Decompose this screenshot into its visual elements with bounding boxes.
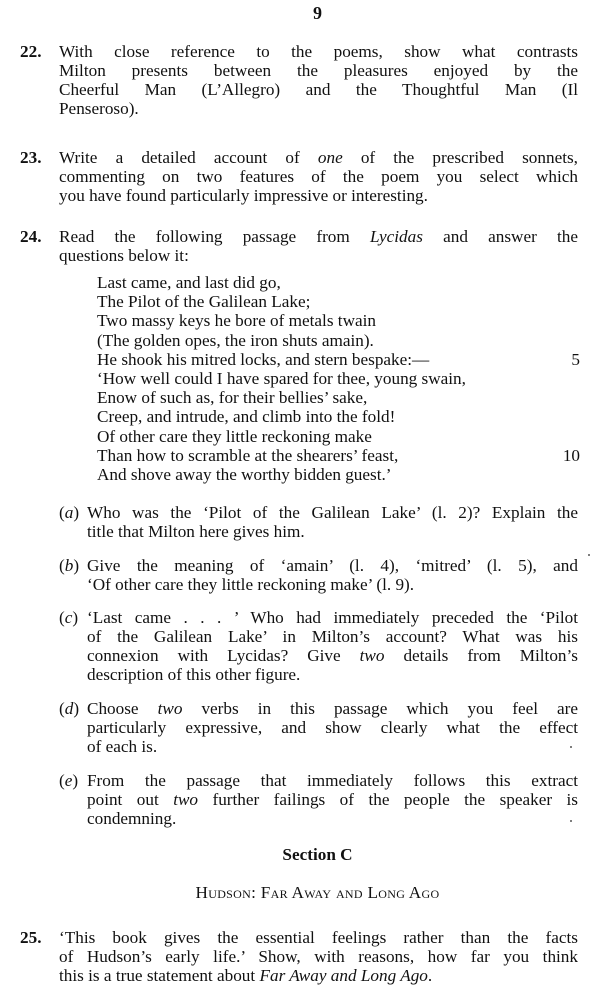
subquestion-label: (a) — [59, 503, 80, 522]
question-number: 24. — [20, 227, 42, 246]
subquestion-e — [59, 771, 578, 828]
poem-line-text: The Pilot of the Galilean Lake; — [97, 292, 311, 312]
text-line: description of this other figure. — [87, 665, 301, 684]
scan-speck — [570, 746, 572, 748]
text-line: condemning. — [87, 809, 177, 828]
poem-line — [97, 292, 580, 311]
text-line: Cheerful Man (L’Allegro) and the Thoughtful Man (Il — [59, 80, 578, 99]
poem-line — [97, 388, 580, 407]
text-fragment: and answer the — [422, 227, 578, 246]
book-title: Far Away and Long Ago — [259, 966, 428, 985]
text-line: ‘Of other care they little reckoning make’ (l. 9). — [87, 575, 415, 594]
question-number: 22. — [20, 42, 42, 61]
subquestion-letter: b — [64, 556, 74, 575]
text-line: ‘Last came . . . ’ Who had immediately preceded the ‘Pilot — [87, 608, 578, 627]
subquestion-label: (b) — [59, 556, 80, 575]
text-line: questions below it: — [59, 246, 189, 265]
text-line: commenting on two features of the poem you select which — [59, 167, 578, 186]
poem-line-text: Than how to scramble at the shearers’ feast, — [97, 445, 399, 465]
poem-line — [97, 446, 580, 465]
poem-line-text: He shook his mitred locks, and stern bespake:— — [97, 349, 430, 369]
subquestion-text — [87, 699, 578, 756]
text-line: Milton presents between the pleasures enjoyed by the — [59, 61, 578, 80]
poem-line-text: (The golden opes, the iron shuts amain). — [97, 330, 374, 350]
subquestion-text — [87, 503, 578, 541]
subquestion-letter: c — [64, 608, 73, 627]
text-fragment: further failings of the people the speaker is — [198, 790, 578, 809]
subquestion-b — [59, 556, 578, 594]
question-22 — [20, 42, 578, 118]
subquestion-label: (c) — [59, 608, 79, 627]
poem-line-text: Creep, and intrude, and climb into the fold! — [97, 407, 396, 427]
text-line — [59, 148, 578, 167]
subquestion-letter: e — [64, 771, 73, 790]
subquestion-text — [87, 771, 578, 828]
subquestion-d — [59, 699, 578, 756]
emphasis: two — [157, 699, 183, 718]
poem-line — [97, 369, 580, 388]
subquestion-letter: a — [64, 503, 74, 522]
poem-line-text: Enow of such as, for their bellies’ sake, — [97, 388, 368, 408]
question-number: 23. — [20, 148, 42, 167]
text-line — [87, 699, 578, 718]
question-text — [59, 227, 578, 265]
emphasis: one — [317, 148, 343, 167]
subquestion-letter: d — [64, 699, 74, 718]
text-line: of each is. — [87, 737, 158, 756]
subquestion-label: (e) — [59, 771, 79, 790]
page-number: 9 — [313, 3, 322, 23]
poem-line-text: ‘How well could I have spared for thee, young swain, — [97, 368, 466, 388]
subquestion-label: (d) — [59, 699, 80, 718]
emphasis: two — [173, 790, 199, 809]
poem-line — [97, 407, 580, 426]
question-text — [59, 148, 578, 205]
poem-line-text: Last came, and last did go, — [97, 273, 281, 292]
text-line: of Hudson’s early life.’ Show, with reasons, how far you think — [59, 947, 578, 966]
text-fragment: Write a detailed account of — [59, 148, 318, 167]
text-fragment: Choose — [87, 699, 158, 718]
text-line — [59, 227, 578, 246]
scan-speck — [588, 554, 590, 556]
text-line — [87, 790, 578, 809]
text-fragment: details from Milton’s — [384, 646, 578, 665]
emphasis: Lycidas — [369, 227, 423, 246]
question-25 — [20, 928, 578, 985]
text-line: Give the meaning of ‘amain’ (l. 4), ‘mitred’ (l. 5), and — [87, 556, 578, 575]
subquestion-c — [59, 608, 578, 684]
section-title: Section C — [282, 845, 353, 864]
section-subtitle: Hudson: Far Away and Long Ago — [195, 883, 440, 902]
text-fragment: of the prescribed sonnets, — [342, 148, 578, 167]
poem-line-text: And shove away the worthy bidden guest.’ — [97, 464, 392, 484]
poem-line — [97, 350, 580, 369]
text-line: From the passage that immediately follows this extract — [87, 771, 578, 790]
line-number: 10 — [562, 445, 580, 465]
text-line — [87, 646, 578, 665]
text-line: particularly expressive, and show clearly what the effect — [87, 718, 578, 737]
question-23 — [20, 148, 578, 205]
text-fragment: connexion with Lycidas? Give — [87, 646, 360, 665]
text-fragment: Read the following passage from — [59, 227, 370, 246]
question-text — [59, 928, 578, 985]
text-line: Who was the ‘Pilot of the Galilean Lake’ (l. 2)? Explain the — [87, 503, 578, 522]
poem-line-text: Of other care they little reckoning make — [97, 426, 372, 446]
question-text — [59, 42, 578, 118]
poem-passage — [97, 273, 580, 484]
poem-line — [97, 273, 580, 292]
line-number: 5 — [571, 349, 580, 369]
question-number: 25. — [20, 928, 42, 947]
poem-line-text: Two massy keys he bore of metals twain — [97, 311, 376, 331]
subquestion-a — [59, 503, 578, 541]
text-line: Penseroso). — [59, 99, 139, 118]
text-line — [59, 966, 578, 985]
subquestion-text — [87, 556, 578, 594]
subquestion-text — [87, 608, 578, 684]
text-line: you have found particularly impressive or interesting. — [59, 186, 428, 205]
text-fragment: verbs in this passage which you feel are — [182, 699, 579, 718]
text-line: With close reference to the poems, show what contrasts — [59, 42, 578, 61]
text-line: ‘This book gives the essential feelings rather than the facts — [59, 928, 578, 947]
text-line: of the Galilean Lake’ in Milton’s account? What was his — [87, 627, 578, 646]
poem-line — [97, 331, 580, 350]
scan-speck — [570, 820, 572, 822]
text-fragment: this is a true statement about — [59, 966, 260, 985]
text-fragment: point out — [87, 790, 174, 809]
question-24 — [20, 227, 578, 265]
emphasis: two — [359, 646, 385, 665]
poem-line — [97, 311, 580, 330]
poem-line — [97, 465, 580, 484]
poem-line — [97, 427, 580, 446]
text-line: title that Milton here gives him. — [87, 522, 305, 541]
text-fragment: . — [427, 966, 433, 985]
